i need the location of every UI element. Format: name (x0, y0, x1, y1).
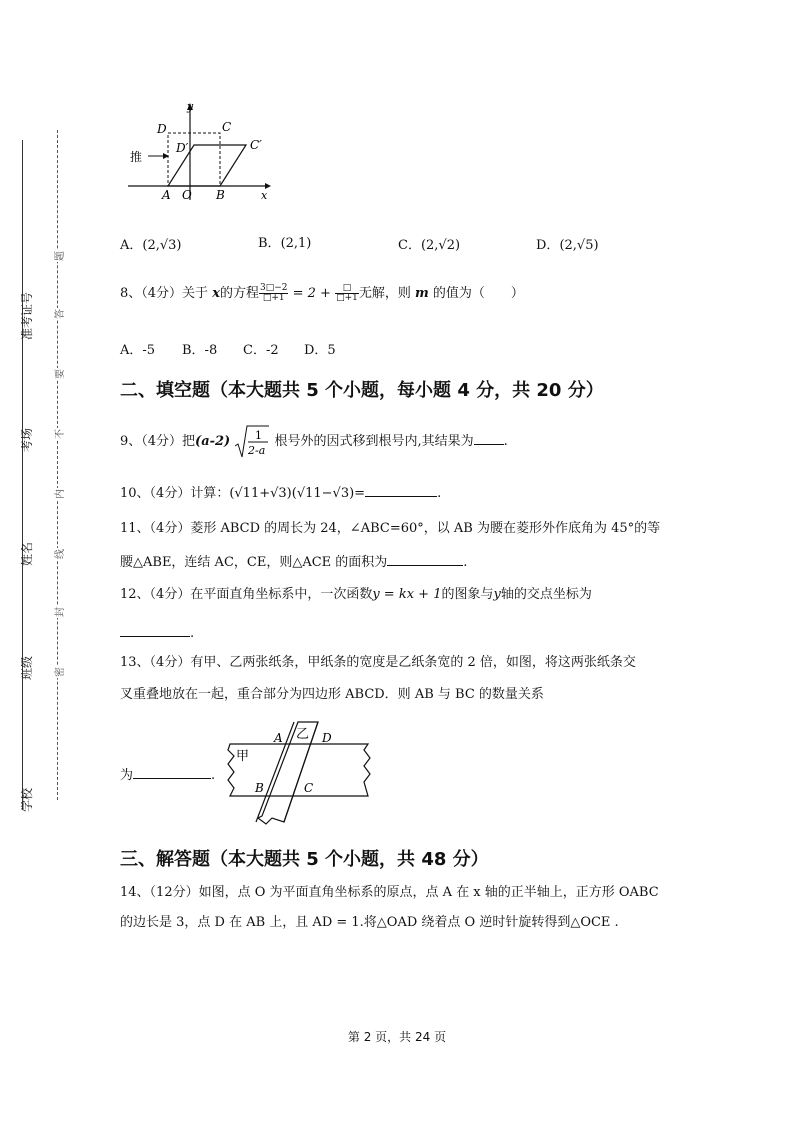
margin-label-exam-room: 考场 (20, 427, 34, 452)
question-9 (120, 428, 508, 457)
q8-option-a: A．-5 (120, 343, 156, 358)
q13-end: . (211, 768, 216, 783)
q9-suffix: 根号外的因式移到根号内,其结果为 (274, 434, 474, 449)
q8-frac2-num: □ (335, 284, 359, 294)
q13-answer-blank[interactable] (133, 764, 211, 779)
q8-var-m: m (415, 286, 429, 301)
option-value: (2,√2) (420, 238, 461, 253)
question-10 (120, 482, 441, 503)
strip-jia (228, 744, 370, 796)
q11-answer-blank[interactable] (387, 551, 463, 566)
question-14-line-2: 的边长是 3，点 D 在 AB 上，且 AD = 1.将△OAD 绕着点 O 逆时针旋转得到△OCE . (120, 915, 619, 930)
q12-prefix: 12、（4分）在平面直角坐标系中，一次函数 (120, 587, 373, 602)
q12-axis: y (493, 587, 501, 602)
option-letter: D． (536, 238, 560, 253)
margin-dashed-line (57, 130, 58, 800)
fig7-label-B: B (216, 188, 225, 202)
fig7-label-D: D (157, 122, 167, 136)
q8-fraction-2 (335, 284, 359, 303)
seal-char: 内 (51, 488, 66, 500)
fig13-label-D: D (322, 731, 332, 745)
q8-suffix: 的值为（ ） (432, 286, 524, 301)
fig13-label-jia: 甲 (236, 749, 250, 764)
q8-frac1-num: 3□−2 (259, 283, 288, 293)
q7-figure (120, 100, 280, 215)
fig7-label-push: 推 (130, 150, 143, 164)
q8-mid: 的方程 (219, 286, 259, 301)
fig7-label-C: C (222, 120, 232, 134)
fig7-label-O: O (182, 188, 192, 202)
question-8 (120, 284, 524, 303)
page-footer: 第 2 页，共 24 页 (347, 1030, 447, 1044)
question-11-line-1: 11、（4分）菱形 ABCD 的周长为 24，∠ABC=60°，以 AB 为腰在菱形外作底角为 45°的等 (120, 521, 661, 536)
q10-end: . (437, 486, 442, 501)
fig13-label-yi: 乙 (296, 727, 310, 742)
seal-char: 不 (51, 428, 66, 440)
fig7-label-x: x (261, 189, 268, 202)
fig7-label-A: A (162, 188, 171, 202)
q8-option-d: D．5 (304, 343, 336, 358)
option-value: (2,√5) (559, 238, 599, 253)
question-13-line-3 (120, 764, 215, 785)
q8-fraction-1 (259, 284, 289, 303)
q12-expr: y = kx + 1 (372, 587, 442, 602)
q7-option-a (120, 234, 182, 253)
margin-label-class: 班级 (20, 655, 34, 680)
q13-prefix: 为 (120, 768, 134, 783)
seal-char: 题 (51, 250, 66, 262)
question-14-line-1: 14、（12分）如图，点 O 为平面直角坐标系的原点，点 A 在 x 轴的正半轴上，正方形 OABC (120, 885, 659, 900)
margin-label-school: 学校 (20, 787, 34, 812)
q11-end: . (463, 555, 468, 570)
question-13-line-1: 13、（4分）有甲、乙两张纸条，甲纸条的宽度是乙纸条宽的 2 倍，如图，将这两张纸条交 (120, 655, 636, 670)
q8-frac1-den: □+1 (262, 293, 285, 303)
seal-char: 答 (51, 308, 66, 320)
q12-end: . (190, 626, 195, 641)
section-3-title: 三、解答题（本大题共 5 个小题，共 48 分） (120, 849, 489, 870)
option-letter: C． (398, 238, 421, 253)
q8-after: 无解，则 (358, 286, 411, 301)
q9-factor: (a-2) (195, 434, 231, 449)
q9-end: . (503, 434, 508, 449)
question-12 (120, 586, 592, 604)
q13-figure (222, 718, 378, 828)
q8-option-b: B．-8 (182, 343, 218, 358)
q11-line2: 腰△ABE，连结 AC，CE，则△ACE 的面积为 (120, 555, 388, 570)
q7-option-d (536, 234, 599, 253)
option-letter: B． (258, 236, 281, 251)
q8-eq: = 2 + (292, 286, 331, 301)
seal-char: 要 (51, 368, 66, 380)
q12-answer-blank[interactable] (120, 622, 190, 637)
seal-char: 线 (51, 548, 66, 560)
q8-option-c: C．-2 (243, 343, 279, 358)
option-value: (2,√3) (142, 238, 182, 253)
q8-prefix: 8、（4分）关于 (120, 286, 209, 301)
q8-frac2-den: □+1 (336, 293, 358, 303)
option-letter: A． (120, 238, 143, 253)
fig7-label-D-prime: D′ (176, 141, 189, 155)
section-2-title: 二、填空题（本大题共 5 个小题，每小题 4 分，共 20 分） (120, 380, 604, 401)
fig13-label-C: C (304, 781, 314, 795)
q9-rad-num: 1 (255, 428, 263, 442)
option-value: (2,1) (280, 236, 312, 251)
q8-var-x: x (212, 286, 220, 301)
q10-prefix: 10、（4分）计算： (120, 486, 230, 501)
margin-solid-line (22, 140, 23, 810)
q10-answer-blank[interactable] (365, 482, 437, 497)
question-13-line-2: 叉重叠地放在一起，重合部分为四边形 ABCD．则 AB 与 BC 的数量关系 (120, 687, 544, 702)
q9-prefix: 9、（4分）把 (120, 434, 196, 449)
fig7-label-C-prime: C′ (250, 138, 262, 152)
q12-suffix: 轴的交点坐标为 (500, 587, 592, 602)
q9-rad-den: 2-a (248, 443, 266, 457)
q7-option-b (258, 232, 311, 251)
fig7-label-y: y (187, 100, 194, 113)
question-11-line-2 (120, 551, 467, 572)
q7-option-c (398, 234, 460, 253)
seal-char: 封 (51, 606, 66, 618)
push-arrow-icon (163, 153, 169, 159)
seal-char: 密 (51, 666, 66, 678)
question-12-line-2 (120, 622, 194, 643)
margin-label-ticket-number: 准考证号 (20, 291, 34, 340)
margin-label-name: 姓名 (20, 541, 34, 566)
fig13-label-A: A (274, 731, 283, 745)
q9-radical (234, 424, 270, 460)
fig13-label-B: B (255, 781, 264, 795)
q10-expr: (√11+√3)(√11−√3)= (229, 486, 366, 501)
q12-mid: 的图象与 (441, 587, 494, 602)
q9-answer-blank[interactable] (474, 430, 504, 445)
